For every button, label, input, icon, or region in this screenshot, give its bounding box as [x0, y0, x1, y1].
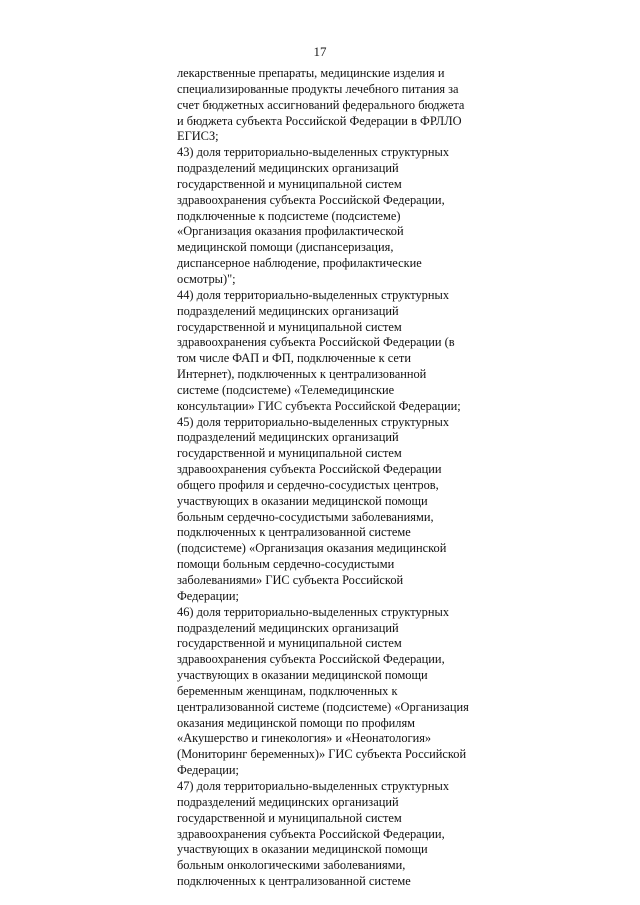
text-line: Федерации; — [177, 588, 239, 603]
text-line: 46) доля территориально-выделенных структурных — [177, 604, 450, 619]
text-line: подразделений медицинских организаций — [177, 161, 399, 176]
text-line: больным сердечно-сосудистыми заболеваниями, — [177, 509, 434, 524]
text-line: участвующих в оказании медицинской помощи — [177, 493, 428, 508]
text-line: здравоохранения субъекта Российской Федерации — [177, 462, 442, 477]
text-line: подразделений медицинских организаций — [177, 303, 399, 318]
text-line: государственной и муниципальной систем — [177, 176, 402, 191]
text-line: Федерации; — [177, 763, 239, 778]
text-line: консультации» ГИС субъекта Российской Федерации; — [177, 398, 461, 413]
text-line: беременным женщинам, подключенных к — [177, 683, 398, 698]
text-line: осмотры)"; — [177, 271, 236, 286]
text-line: диспансерное наблюдение, профилактические — [177, 256, 422, 271]
text-line: том числе ФАП и ФП, подключенные к сети — [177, 351, 411, 366]
text-line: «Организация оказания профилактической — [177, 224, 404, 239]
document-body — [177, 66, 497, 890]
text-line: Интернет), подключенных к централизованной — [177, 367, 427, 382]
text-line: медицинской помощи (диспансеризация, — [177, 240, 394, 255]
text-line: государственной и муниципальной систем — [177, 636, 402, 651]
text-line: и бюджета субъекта Российской Федерации в ФРЛЛО — [177, 113, 462, 128]
text-line: подразделений медицинских организаций — [177, 794, 399, 809]
text-line: счет бюджетных ассигнований федерального бюджета — [177, 97, 465, 112]
text-line: подключенные к подсистеме (подсистеме) — [177, 208, 401, 223]
text-line: здравоохранения субъекта Российской Федерации (в — [177, 335, 455, 350]
text-line: подразделений медицинских организаций — [177, 620, 399, 635]
text-line: оказания медицинской помощи по профилям — [177, 715, 416, 730]
text-line: 43) доля территориально-выделенных структурных — [177, 145, 450, 160]
text-line: участвующих в оказании медицинской помощи — [177, 842, 428, 857]
text-line: подключенных к централизованной системе — [177, 874, 411, 889]
text-line: централизованной системе (подсистеме) «Организация — [177, 699, 469, 714]
text-line: ЕГИСЗ; — [177, 129, 219, 144]
text-line: «Акушерство и гинекология» и «Неонатология» — [177, 731, 432, 746]
text-line: (подсистеме) «Организация оказания медицинской — [177, 541, 447, 556]
text-line: 47) доля территориально-выделенных структурных — [177, 778, 450, 793]
text-line: системе (подсистеме) «Телемедицинские — [177, 382, 395, 397]
text-line: здравоохранения субъекта Российской Федерации, — [177, 192, 445, 207]
text-line: специализированные продукты лечебного питания за — [177, 81, 459, 96]
text-line: участвующих в оказании медицинской помощи — [177, 668, 428, 683]
text-line: 45) доля территориально-выделенных структурных — [177, 414, 450, 429]
text-line: (Мониторинг беременных)» ГИС субъекта Российской — [177, 747, 467, 762]
text-line: лекарственные препараты, медицинские изделия и — [177, 66, 445, 80]
text-line: подразделений медицинских организаций — [177, 430, 399, 445]
page-number: 17 — [313, 44, 327, 59]
text-line: помощи больным сердечно-сосудистыми — [177, 557, 395, 572]
text-line: государственной и муниципальной систем — [177, 446, 402, 461]
text-line: заболеваниями» ГИС субъекта Российской — [177, 573, 404, 587]
text-line: здравоохранения субъекта Российской Федерации, — [177, 826, 445, 841]
text-line: здравоохранения субъекта Российской Федерации, — [177, 652, 445, 667]
text-line: государственной и муниципальной систем — [177, 319, 402, 334]
text-line: больным онкологическими заболеваниями, — [177, 858, 406, 873]
text-line: подключенных к централизованной системе — [177, 525, 411, 540]
text-line: общего профиля и сердечно-сосудистых центров, — [177, 477, 439, 492]
text-line: государственной и муниципальной систем — [177, 810, 402, 825]
text-line: 44) доля территориально-выделенных структурных — [177, 287, 450, 302]
